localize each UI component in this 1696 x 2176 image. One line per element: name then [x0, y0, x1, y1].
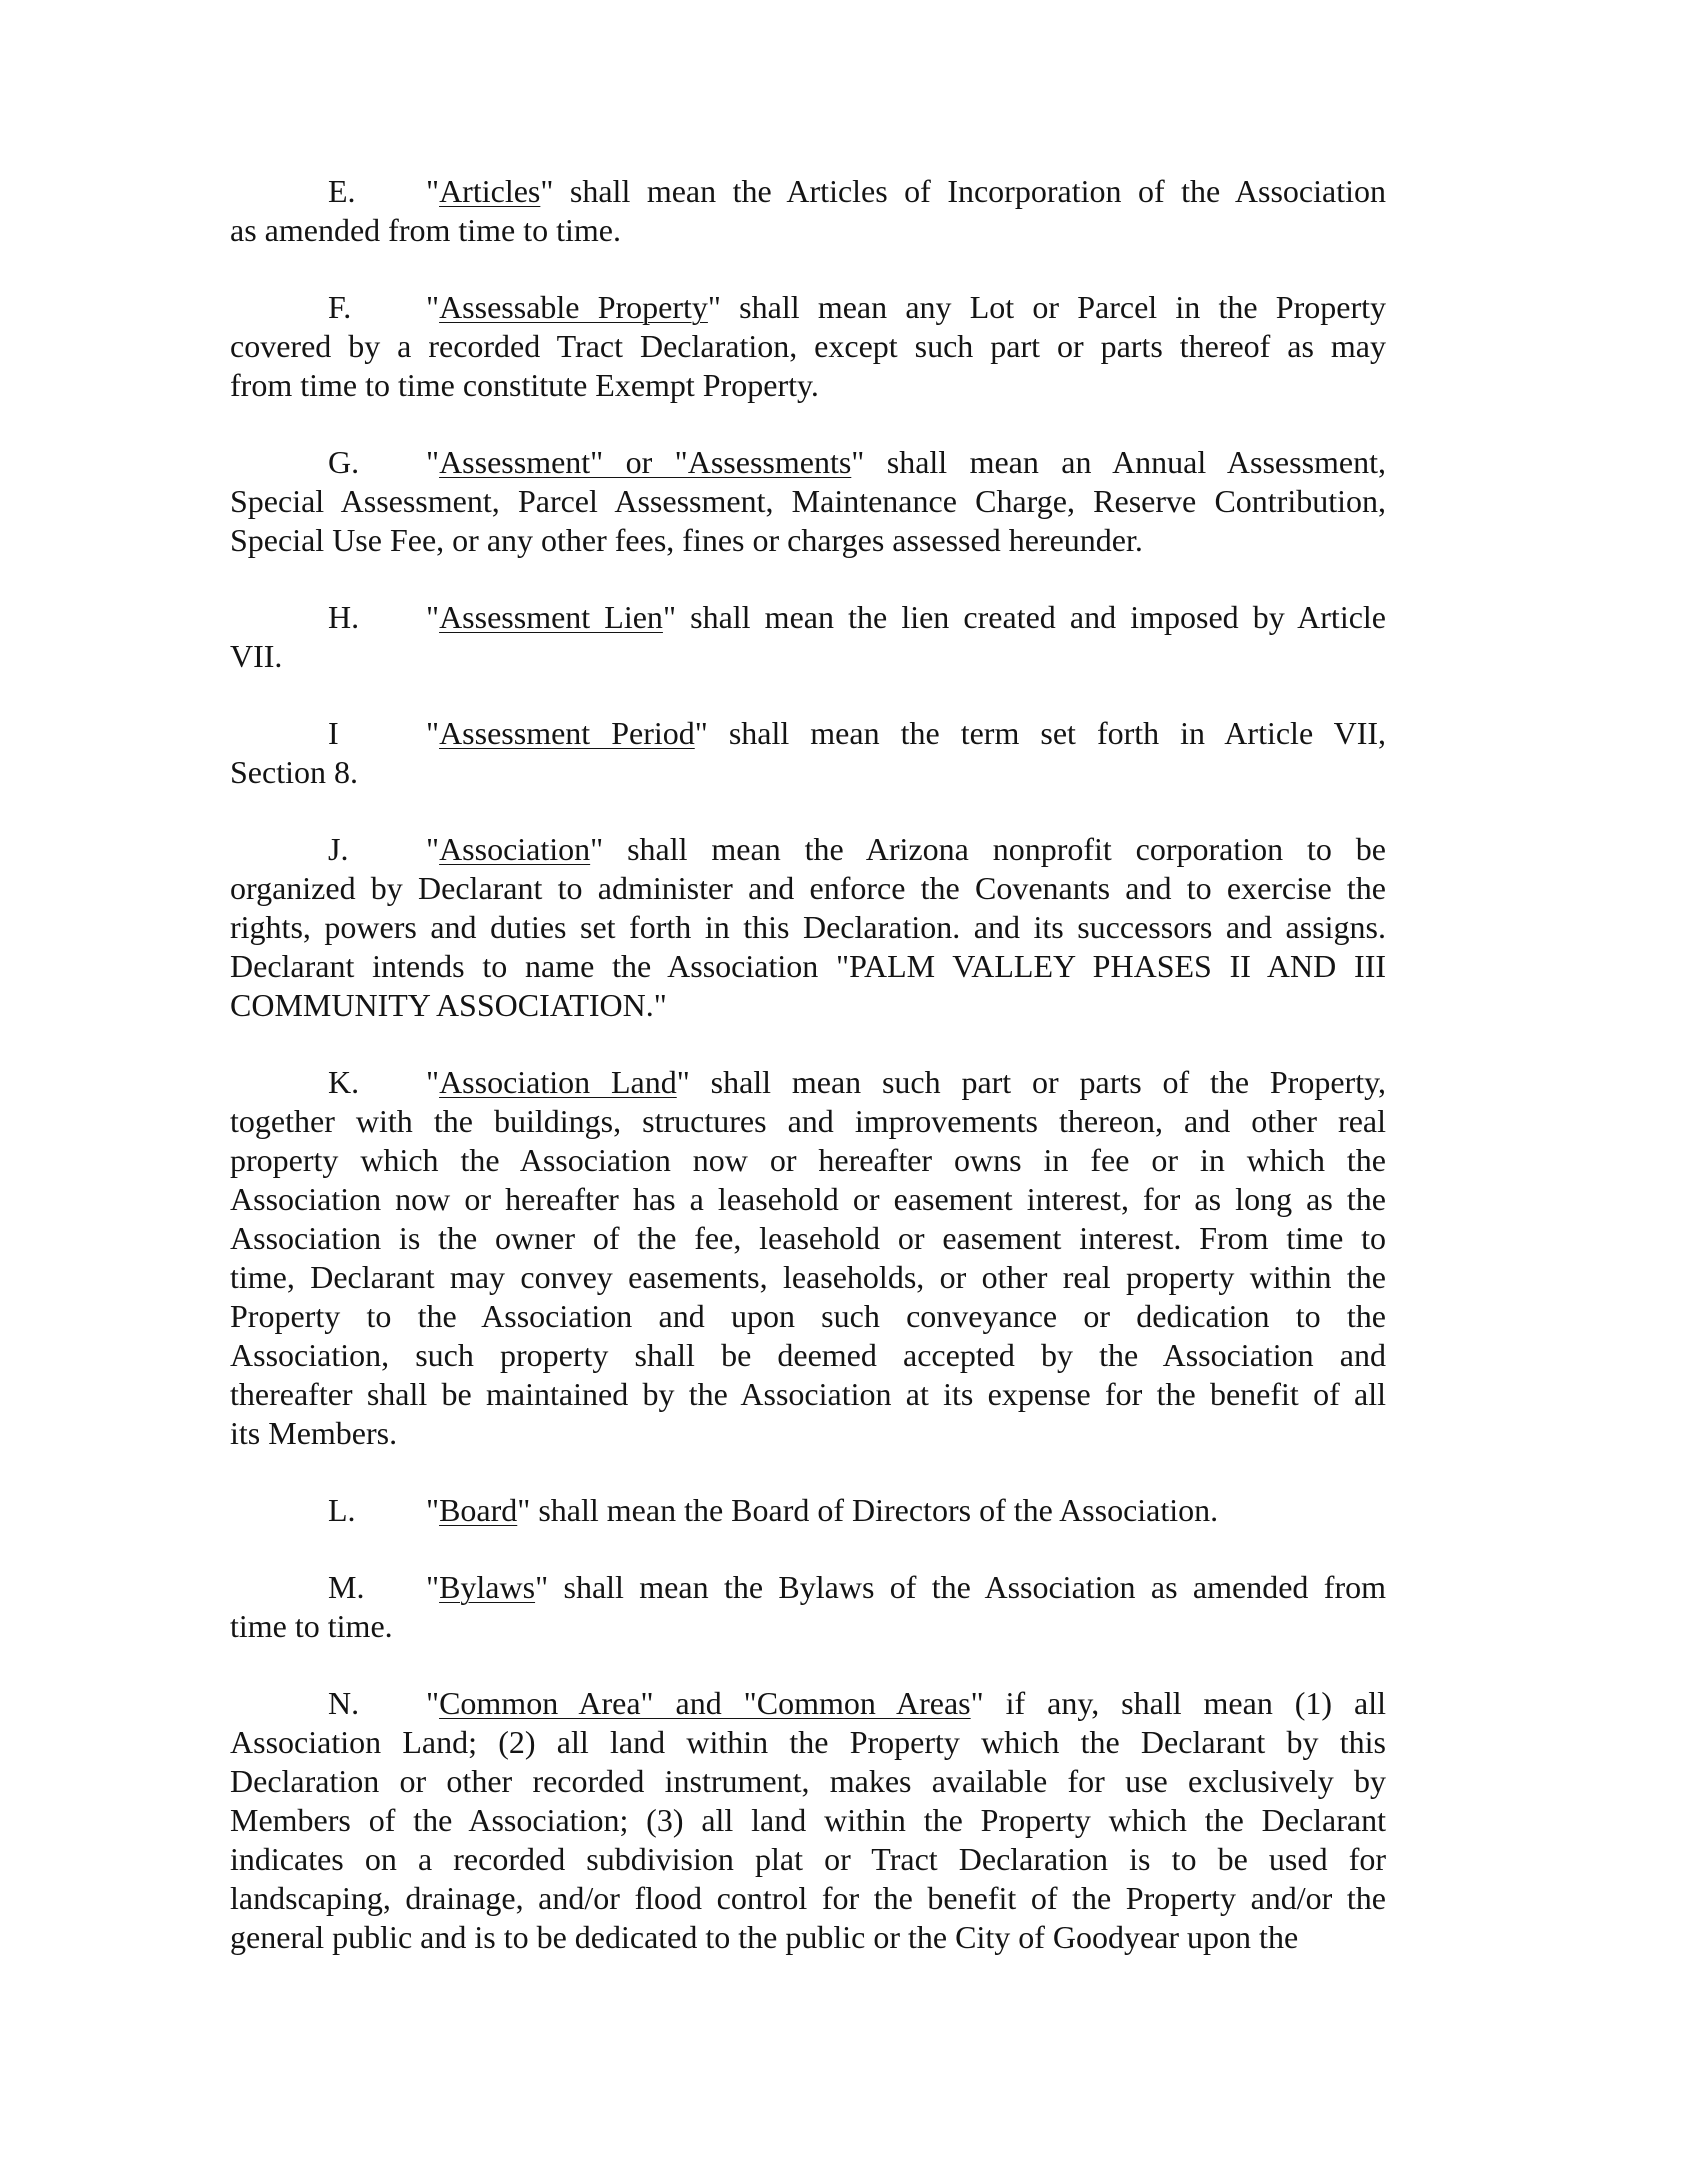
definition-text: " shall mean any Lot or Parcel in the Property [707, 289, 1387, 325]
section-letter: H. [328, 599, 360, 635]
paragraph-line: Special Assessment, Parcel Assessment, Maintenance Charge, Reserve Contribution, [230, 483, 1386, 519]
open-quote: " [426, 1064, 440, 1100]
paragraph-first-line [230, 443, 1386, 482]
paragraph-line: time, Declarant may convey easements, leaseholds, or other real property within the [230, 1259, 1386, 1295]
open-quote: " [426, 599, 440, 635]
defined-term: Board [439, 1492, 518, 1528]
section-letter: L. [328, 1492, 356, 1528]
paragraph-line: Association is the owner of the fee, leasehold or easement interest. From time to [230, 1220, 1386, 1256]
definition-paragraph [230, 1063, 1386, 1453]
defined-term: Assessment Lien [439, 599, 663, 635]
paragraph-line: Special Use Fee, or any other fees, fines or charges assessed hereunder. [230, 522, 1143, 558]
definition-text: " shall mean the Arizona nonprofit corporation to be [590, 831, 1386, 867]
definition-paragraph [230, 1491, 1386, 1530]
paragraph-line: organized by Declarant to administer and enforce the Covenants and to exercise the [230, 870, 1386, 906]
definition-text: " shall mean the Board of Directors of the Association. [517, 1492, 1219, 1528]
section-letter: K. [328, 1064, 360, 1100]
paragraph-first-line [230, 1491, 1386, 1530]
definition-text: " shall mean the term set forth in Article VII, [694, 715, 1387, 751]
paragraph-first-line [230, 1684, 1386, 1723]
open-quote: " [426, 444, 440, 480]
paragraph-line: covered by a recorded Tract Declaration, except such part or parts thereof as may [230, 328, 1386, 364]
open-quote: " [426, 1685, 440, 1721]
section-letter: G. [328, 444, 360, 480]
defined-term: Common Area" and "Common Areas [439, 1685, 971, 1721]
definition-paragraph [230, 443, 1386, 560]
definition-paragraph [230, 714, 1386, 792]
section-letter: I [328, 715, 339, 751]
paragraph-first-line [230, 598, 1386, 637]
paragraph-line: from time to time constitute Exempt Property. [230, 367, 819, 403]
paragraph-line: property which the Association now or hereafter owns in fee or in which the [230, 1142, 1386, 1178]
definition-paragraph [230, 172, 1386, 250]
paragraph-line: Declaration or other recorded instrument, makes available for use exclusively by [230, 1763, 1386, 1799]
defined-term: Association Land [439, 1064, 677, 1100]
paragraph-first-line [230, 1063, 1386, 1102]
open-quote: " [426, 173, 440, 209]
section-letter: J. [328, 831, 349, 867]
section-letter: E. [328, 173, 356, 209]
definition-paragraph [230, 830, 1386, 1025]
paragraph-line: rights, powers and duties set forth in this Declaration. and its successors and assigns. [230, 909, 1386, 945]
paragraph-line: general public and is to be dedicated to the public or the City of Goodyear upon the [230, 1919, 1299, 1955]
paragraph-first-line [230, 1568, 1386, 1607]
open-quote: " [426, 289, 440, 325]
paragraph-line: COMMUNITY ASSOCIATION." [230, 987, 667, 1023]
paragraph-line: landscaping, drainage, and/or flood control for the benefit of the Property and/or the [230, 1880, 1386, 1916]
defined-term: Association [439, 831, 591, 867]
paragraph-line: Property to the Association and upon such conveyance or dedication to the [230, 1298, 1386, 1334]
paragraph-first-line [230, 714, 1386, 753]
defined-term: Assessable Property [439, 289, 708, 325]
paragraph-line: Association now or hereafter has a leasehold or easement interest, for as long as the [230, 1181, 1386, 1217]
defined-term: Bylaws [439, 1569, 536, 1605]
paragraph-line: thereafter shall be maintained by the Association at its expense for the benefit of all [230, 1376, 1386, 1412]
open-quote: " [426, 1569, 440, 1605]
definition-paragraph [230, 598, 1386, 676]
definition-text: " shall mean the Bylaws of the Association as amended from [535, 1569, 1386, 1605]
section-letter: N. [328, 1685, 360, 1721]
definition-text: " shall mean such part or parts of the Property, [676, 1064, 1387, 1100]
paragraph-line: Members of the Association; (3) all land within the Property which the Declarant [230, 1802, 1386, 1838]
definition-text: " shall mean the Articles of Incorporation of the Association [540, 173, 1386, 209]
definition-text: " if any, shall mean (1) all [970, 1685, 1387, 1721]
paragraph-line: as amended from time to time. [230, 212, 621, 248]
paragraph-line: together with the buildings, structures and improvements thereon, and other real [230, 1103, 1386, 1139]
paragraph-line: its Members. [230, 1415, 398, 1451]
paragraph-line: Association Land; (2) all land within the Property which the Declarant by this [230, 1724, 1386, 1760]
section-letter: M. [328, 1569, 365, 1605]
document-page [230, 172, 1386, 1995]
definition-paragraph [230, 1684, 1386, 1957]
definition-text: " shall mean the lien created and imposed by Article [662, 599, 1387, 635]
paragraph-line: indicates on a recorded subdivision plat or Tract Declaration is to be used for [230, 1841, 1386, 1877]
open-quote: " [426, 831, 440, 867]
open-quote: " [426, 1492, 440, 1528]
paragraph-line: Association, such property shall be deemed accepted by the Association and [230, 1337, 1386, 1373]
defined-term: Assessment Period [439, 715, 695, 751]
section-letter: F. [328, 289, 352, 325]
open-quote: " [426, 715, 440, 751]
definition-text: " shall mean an Annual Assessment, [851, 444, 1387, 480]
definition-paragraph [230, 288, 1386, 405]
defined-term: Assessment" or "Assessments [439, 444, 852, 480]
defined-term: Articles [439, 173, 541, 209]
definition-paragraph [230, 1568, 1386, 1646]
paragraph-line: Declarant intends to name the Association "PALM VALLEY PHASES II AND III [230, 948, 1386, 984]
paragraph-line: VII. [230, 638, 283, 674]
paragraph-line: time to time. [230, 1608, 393, 1644]
paragraph-first-line [230, 172, 1386, 211]
paragraph-line: Section 8. [230, 754, 358, 790]
paragraph-first-line [230, 288, 1386, 327]
paragraph-first-line [230, 830, 1386, 869]
